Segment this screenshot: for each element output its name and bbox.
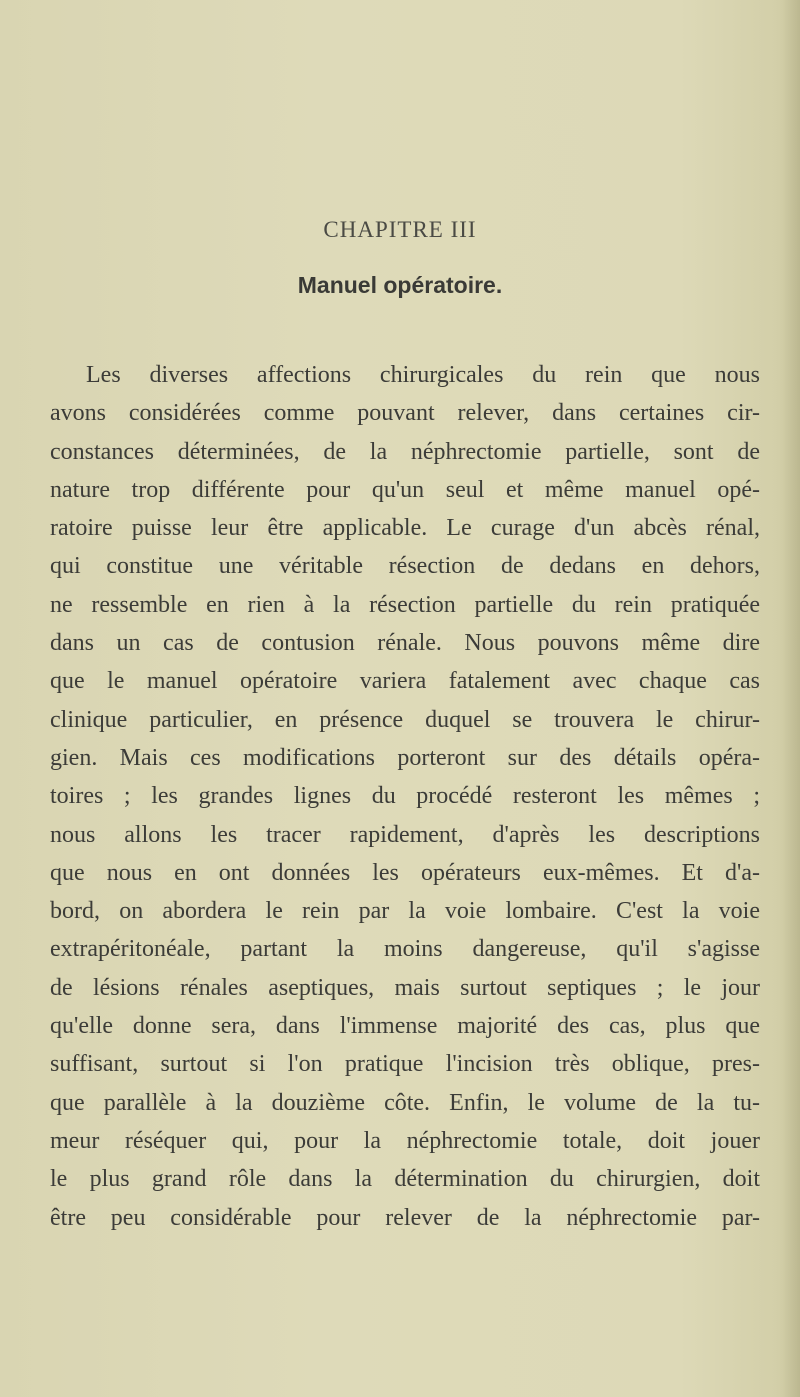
text-line: nous allons les tracer rapidement, d'après les descriptions <box>50 821 760 848</box>
text-line: meur réséquer qui, pour la néphrectomie totale, doit jouer <box>50 1127 760 1154</box>
text-line: Les diverses affections chirurgicales du rein que nous <box>86 362 760 388</box>
text-line: avons considérées comme pouvant relever, dans certaines cir- <box>50 400 760 427</box>
text-line: clinique particulier, en présence duquel se trouvera le chirur- <box>50 706 760 733</box>
text-line: suffisant, surtout si l'on pratique l'incision très oblique, pres- <box>50 1051 760 1078</box>
text-line: gien. Mais ces modifications porteront sur des détails opéra- <box>50 744 760 771</box>
text-line: ne ressemble en rien à la résection partielle du rein pratiquée <box>50 591 760 618</box>
text-line: que le manuel opératoire variera fatalement avec chaque cas <box>50 668 760 695</box>
text-line: de lésions rénales aseptiques, mais surtout septiques ; le jour <box>50 974 760 1001</box>
text-line: qui constitue une véritable résection de dedans en dehors, <box>50 553 760 580</box>
text-line: que nous en ont données les opérateurs eux-mêmes. Et d'a- <box>50 859 760 886</box>
text-line: toires ; les grandes lignes du procédé resteront les mêmes ; <box>50 783 760 810</box>
text-line: que parallèle à la douzième côte. Enfin, le volume de la tu- <box>50 1089 760 1116</box>
text-line: bord, on abordera le rein par la voie lombaire. C'est la voie <box>50 898 760 925</box>
body-paragraph <box>50 356 760 1237</box>
text-line: dans un cas de contusion rénale. Nous pouvons même dire <box>50 630 760 657</box>
chapter-heading: CHAPITRE III <box>323 217 477 242</box>
section-title: Manuel opératoire. <box>297 272 503 298</box>
page-edge-shadow <box>782 0 800 1397</box>
text-line: qu'elle donne sera, dans l'immense majorité des cas, plus que <box>50 1013 760 1040</box>
text-line: constances déterminées, de la néphrectomie partielle, sont de <box>50 438 760 465</box>
text-line: le plus grand rôle dans la détermination du chirurgien, doit <box>50 1166 760 1193</box>
text-line: être peu considérable pour relever de la néphrectomie par- <box>50 1204 760 1231</box>
text-line: ratoire puisse leur être applicable. Le curage d'un abcès rénal, <box>50 515 760 542</box>
text-line: nature trop différente pour qu'un seul et même manuel opé- <box>50 476 760 503</box>
text-line: extrapéritonéale, partant la moins dangereuse, qu'il s'agisse <box>50 936 760 963</box>
